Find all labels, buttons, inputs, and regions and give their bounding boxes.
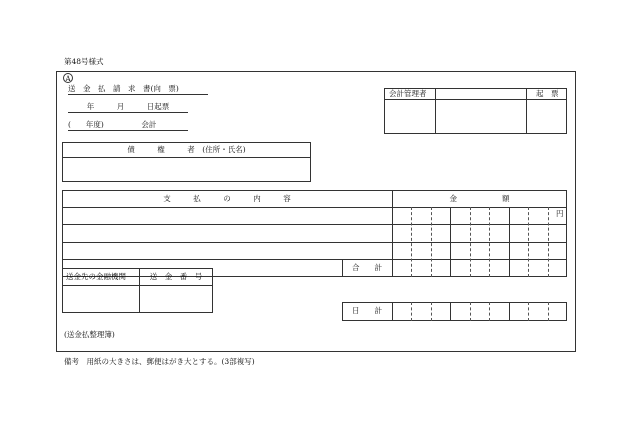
digit-divider bbox=[411, 207, 412, 277]
digit-divider bbox=[470, 302, 471, 321]
digit-divider bbox=[528, 207, 529, 277]
digit-divider bbox=[489, 302, 490, 321]
payment-row-line-2 bbox=[62, 224, 567, 225]
bank-label: 送金先の金融機関 bbox=[66, 272, 126, 281]
yen-label: 円 bbox=[556, 209, 564, 218]
footnote: 備考 用紙の大きさは、郵便はがき大とする。(3部複写) bbox=[64, 357, 255, 366]
amount-label: 金 額 bbox=[449, 194, 510, 203]
payment-row-line-4 bbox=[62, 259, 567, 260]
date-total-label: 日 計 bbox=[352, 306, 382, 315]
fiscal-year-line: ( 年度) 会計 bbox=[68, 120, 188, 131]
payment-row-line-1 bbox=[62, 207, 567, 208]
digit-divider-major bbox=[450, 207, 451, 277]
creditor-label: 債 権 者 (住所・氏名) bbox=[127, 145, 246, 154]
digit-divider bbox=[470, 207, 471, 277]
digit-divider bbox=[411, 302, 412, 321]
approval-col-line-2 bbox=[526, 88, 527, 134]
bank-box-divider bbox=[62, 285, 213, 286]
payment-content-label: 支 払 の 内 容 bbox=[163, 194, 291, 203]
payment-row-line-3 bbox=[62, 242, 567, 243]
digit-divider bbox=[431, 207, 432, 277]
digit-divider bbox=[548, 302, 549, 321]
daily-total-separator bbox=[392, 302, 393, 321]
approval-col-line-1 bbox=[435, 88, 436, 134]
creditor-divider bbox=[62, 157, 311, 158]
digit-divider bbox=[489, 207, 490, 277]
remittance-number-label: 送 金 番 号 bbox=[149, 272, 203, 281]
digit-divider bbox=[431, 302, 432, 321]
accounting-manager-label: 会計管理者 bbox=[389, 89, 427, 98]
circle-a-icon: A bbox=[63, 73, 73, 83]
digit-divider-major bbox=[509, 207, 510, 277]
digit-divider bbox=[528, 302, 529, 321]
total-label: 合 計 bbox=[352, 263, 382, 272]
ledger-note: (送金払整理簿) bbox=[64, 330, 115, 339]
date-line: 年 月 日起票 bbox=[68, 102, 188, 113]
issued-label: 起 票 bbox=[536, 89, 559, 98]
form-title: 送 金 払 請 求 書(向 票) bbox=[68, 84, 208, 95]
approval-table-divider bbox=[384, 99, 567, 100]
digit-divider-major bbox=[509, 302, 510, 321]
digit-divider-major bbox=[450, 302, 451, 321]
form-number: 第48号様式 bbox=[64, 57, 104, 66]
digit-divider bbox=[548, 207, 549, 277]
